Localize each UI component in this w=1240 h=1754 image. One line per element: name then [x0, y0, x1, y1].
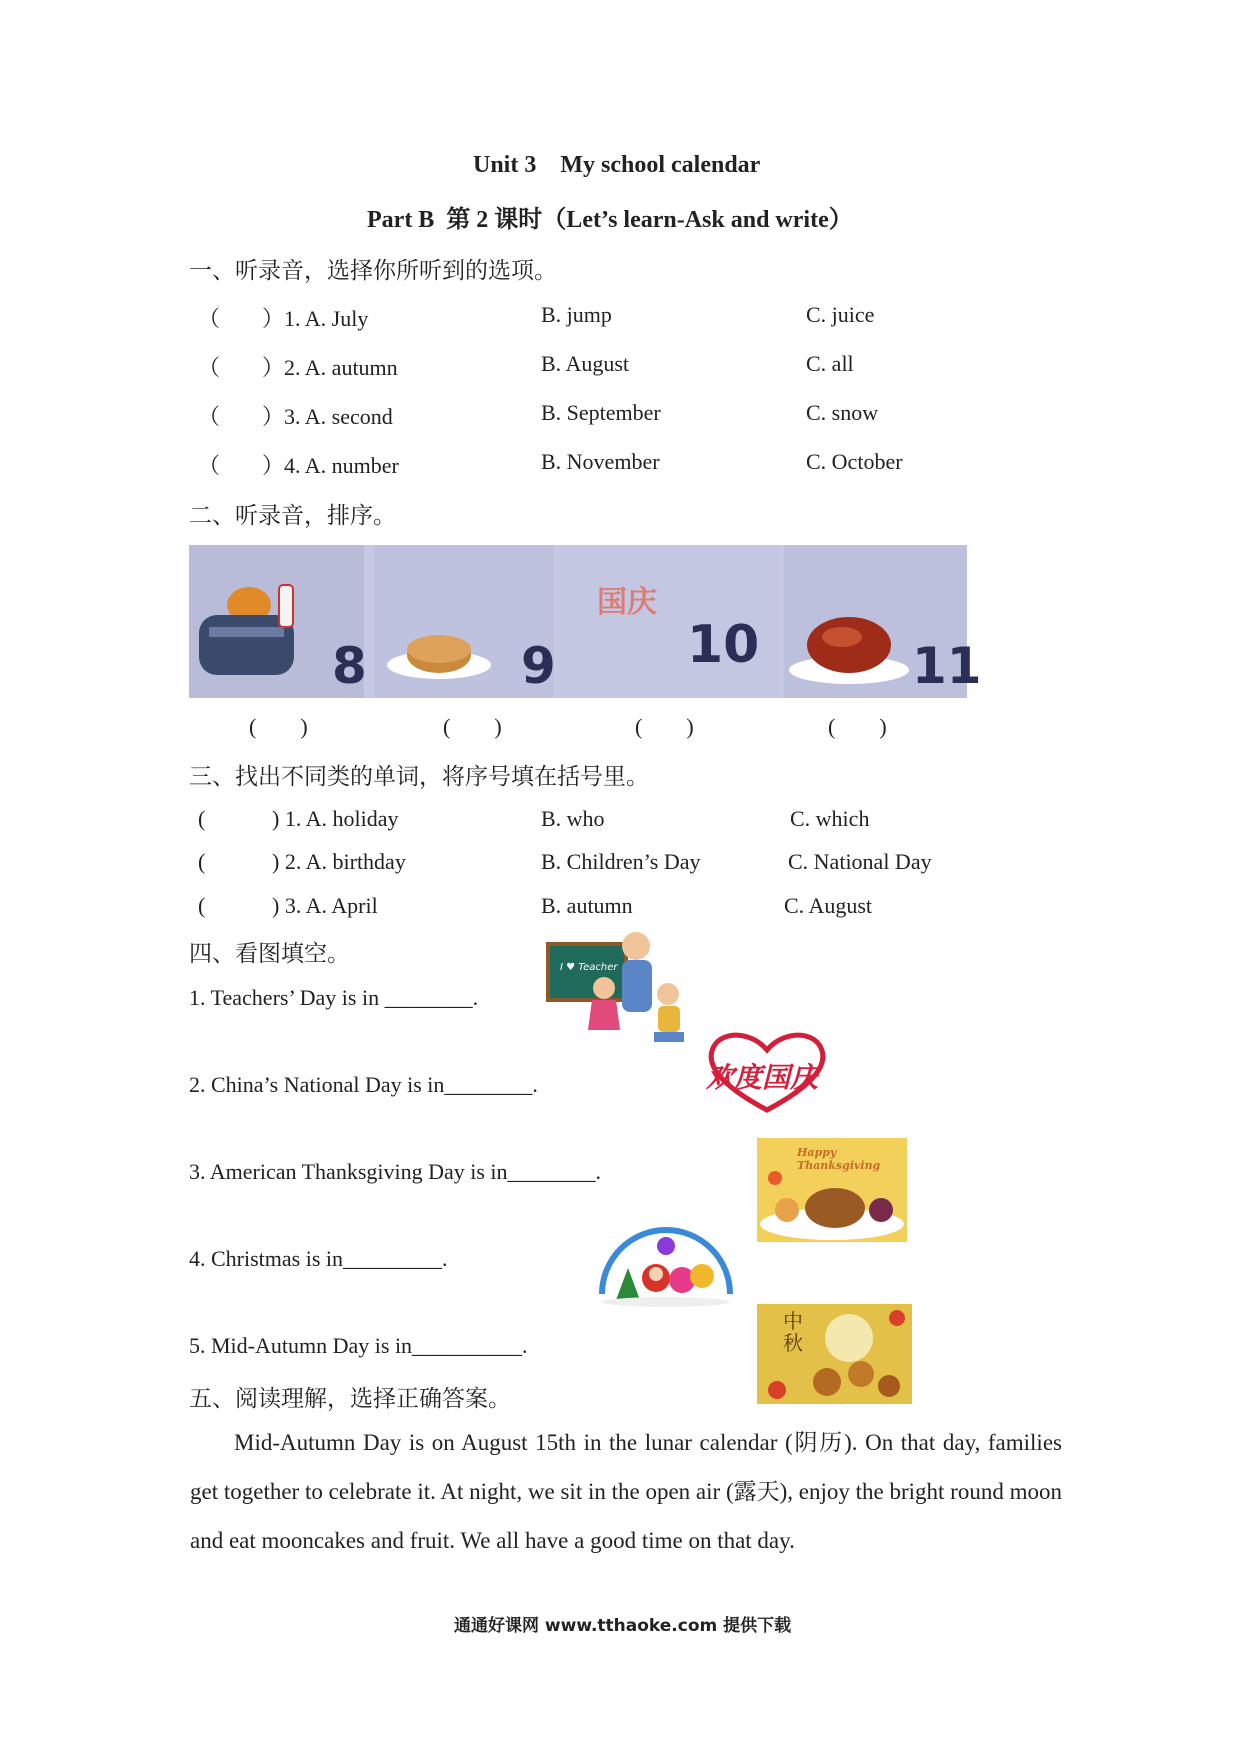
calendar-number-10: 10 — [687, 615, 760, 675]
calendar-panel-11 — [784, 545, 982, 698]
teachers-day-picture — [546, 926, 696, 1046]
answer-paren: （ — [198, 453, 221, 478]
christmas-santa-icon — [598, 1224, 734, 1308]
fill-blank-5: 5. Mid-Autumn Day is in__________. — [189, 1333, 528, 1358]
calendar-number-9: 9 — [521, 637, 556, 695]
page-footer: 通通好课网 www.tthaoke.com 提供下载 — [454, 1616, 792, 1636]
option-c: C. juice — [806, 302, 875, 327]
national-day-logo-text: 欢度国庆 — [706, 1061, 819, 1094]
answer-paren: （ — [198, 355, 221, 380]
mid-autumn-picture — [757, 1304, 912, 1404]
option-a: ）3. A. second — [262, 404, 393, 429]
calendar-number-11: 11 — [912, 637, 982, 695]
order-answer-paren: ( ) — [249, 714, 308, 739]
option-b: B. autumn — [541, 893, 633, 918]
thanksgiving-logo-text: Happy Thanksgiving — [797, 1146, 881, 1172]
answer-paren: ( — [198, 849, 206, 874]
page-title: Unit 3 My school calendar — [473, 152, 761, 178]
section5-heading: 五、阅读理解，选择正确答案。 — [189, 1386, 511, 1411]
answer-paren: ( — [198, 806, 206, 831]
option-b: B. September — [541, 400, 661, 425]
thanksgiving-picture — [757, 1138, 907, 1242]
option-a: ）2. A. autumn — [262, 355, 398, 380]
calendar-panel-10 — [559, 545, 779, 698]
option-c: C. National Day — [788, 849, 932, 874]
calendar-picture-strip — [189, 545, 982, 698]
section1-heading: 一、听录音，选择你所听到的选项。 — [189, 258, 557, 283]
option-a: ) 1. A. holiday — [272, 806, 399, 831]
option-b: B. who — [541, 806, 605, 831]
option-c: C. October — [806, 449, 903, 474]
mooncake-and-moon-icon — [757, 1304, 912, 1404]
christmas-picture — [598, 1224, 734, 1308]
option-a: ）1. A. July — [262, 306, 369, 331]
fill-blank-2: 2. China’s National Day is in________. — [189, 1072, 538, 1097]
fill-blank-4: 4. Christmas is in_________. — [189, 1246, 448, 1271]
option-b: B. Children’s Day — [541, 849, 701, 874]
section3-heading: 三、找出不同类的单词，将序号填在括号里。 — [189, 764, 649, 789]
answer-paren: （ — [198, 306, 221, 331]
option-c: C. all — [806, 351, 854, 376]
section2-heading: 二、听录音，排序。 — [189, 503, 396, 528]
page-subtitle: Part B 第 2 课时（Let’s learn-Ask and write） — [367, 207, 853, 233]
option-c: C. which — [790, 806, 870, 831]
option-b: B. jump — [541, 302, 612, 327]
option-a: ) 2. A. birthday — [272, 849, 406, 874]
option-c: C. snow — [806, 400, 879, 425]
reading-passage: Mid-Autumn Day is on August 15th in the lunar calendar (阴历). On that day, families get together to celebrate it. At night, we sit in the open air (露天), enjoy the bright round moon and eat mooncakes and fruit. We all have a good time on that day. — [190, 1430, 1062, 1553]
order-answer-paren: ( ) — [828, 714, 887, 739]
teacher-board-text: I ♥ Teacher — [560, 962, 618, 973]
option-b: B. November — [541, 449, 660, 474]
fill-blank-3: 3. American Thanksgiving Day is in________. — [189, 1159, 602, 1184]
order-answer-paren: ( ) — [443, 714, 502, 739]
order-answer-paren: ( ) — [635, 714, 694, 739]
answer-paren: （ — [198, 404, 221, 429]
answer-paren: ( — [198, 893, 206, 918]
calendar-panel-8 — [189, 545, 367, 698]
option-c: C. August — [784, 893, 873, 918]
option-a: ）4. A. number — [262, 453, 399, 478]
calendar-number-8: 8 — [332, 637, 367, 695]
national-day-picture — [700, 1030, 834, 1114]
calendar-panel-9 — [374, 545, 554, 698]
option-b: B. August — [541, 351, 630, 376]
guoqing-label: 国庆 — [597, 585, 657, 620]
mid-autumn-logo-text: 中秋 — [783, 1309, 803, 1355]
section4-heading: 四、看图填空。 — [189, 941, 350, 966]
option-a: ) 3. A. April — [272, 893, 378, 918]
fill-blank-1: 1. Teachers’ Day is in ________. — [189, 985, 479, 1010]
teacher-with-children-icon — [546, 926, 696, 1046]
